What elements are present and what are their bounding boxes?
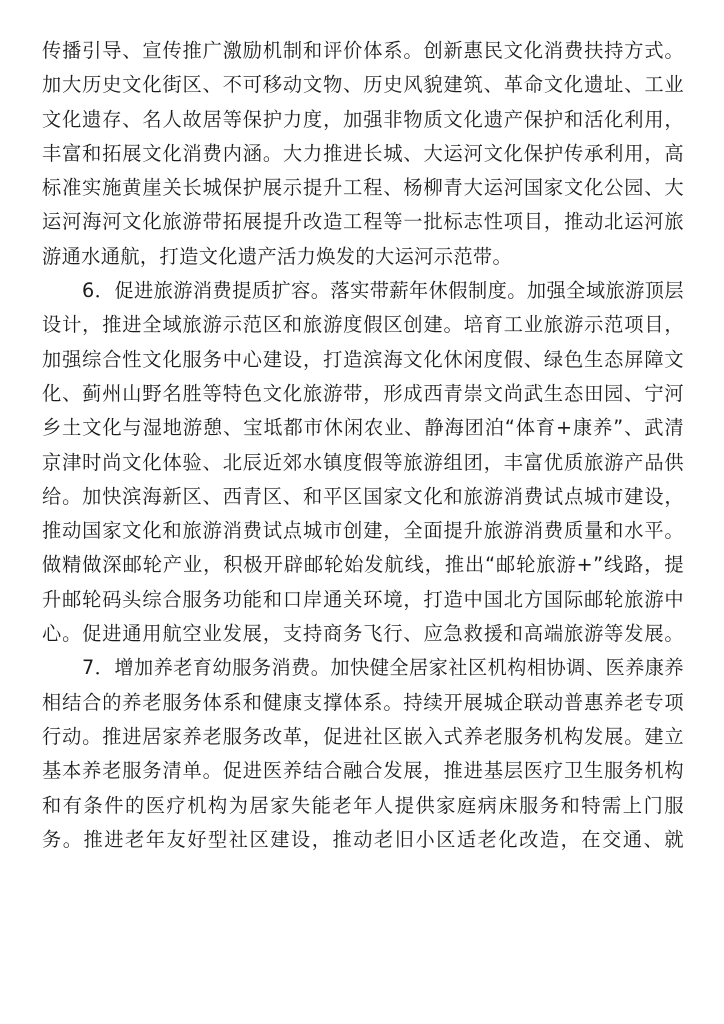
text-line: 基本养老服务清单。促进医养结合融合发展，推进基层医疗卫生服务机构 <box>42 759 684 783</box>
text-line: 做精做深邮轮产业，积极开辟邮轮始发航线，推出“邮轮旅游+”线路，提 <box>42 553 684 577</box>
text-line: 传播引导、宣传推广激励机制和评价体系。创新惠民文化消费扶持方式。 <box>42 39 684 62</box>
text-line: 设计，推进全域旅游示范区和旅游度假区创建。培育工业旅游示范项目， <box>42 313 684 337</box>
text-line: 给。加快滨海新区、西青区、和平区国家文化和旅游消费试点城市建设， <box>42 484 684 508</box>
text-line: 升邮轮码头综合服务功能和口岸通关环境，打造中国北方国际邮轮旅游中 <box>42 587 684 611</box>
text-line: 和有条件的医疗机构为居家失能老年人提供家庭病床服务和特需上门服 <box>42 793 684 817</box>
text-line: 京津时尚文化体验、北辰近郊水镇度假等旅游组团，丰富优质旅游产品供 <box>42 450 684 474</box>
text-line: 心。促进通用航空业发展，支持商务飞行、应急救援和高端旅游等发展。 <box>42 622 684 646</box>
paragraph-intro <box>42 34 684 274</box>
document-body <box>42 34 684 857</box>
text-line: 6．促进旅游消费提质扩容。落实带薪年休假制度。加强全域旅游顶层 <box>82 279 684 303</box>
text-line: 加大历史文化街区、不可移动文物、历史风貌建筑、革命文化遗址、工业 <box>42 73 684 97</box>
text-line: 游通水通航，打造文化遗产活力焕发的大运河示范带。 <box>42 244 513 268</box>
text-line: 运河海河文化旅游带拓展提升改造工程等一批标志性项目，推动北运河旅 <box>42 210 684 234</box>
text-line: 标准实施黄崖关长城保护展示提升工程、杨柳青大运河国家文化公园、大 <box>42 176 684 200</box>
text-line: 推动国家文化和旅游消费试点城市创建，全面提升旅游消费质量和水平。 <box>42 519 684 543</box>
text-line: 化、蓟州山野名胜等特色文化旅游带，形成西青崇文尚武生态田园、宁河 <box>42 381 684 405</box>
paragraph-6 <box>42 274 684 651</box>
paragraph-7 <box>42 651 684 857</box>
text-line: 文化遗存、名人故居等保护力度，加强非物质文化遗产保护和活化利用， <box>42 107 684 131</box>
text-line: 行动。推进居家养老服务改革，促进社区嵌入式养老服务机构发展。建立 <box>42 724 684 748</box>
text-line: 7．增加养老育幼服务消费。加快健全居家社区机构相协调、医养康养 <box>82 656 684 680</box>
text-line: 乡土文化与湿地游憩、宝坻都市休闲农业、静海团泊“体育+康养”、武清 <box>42 416 684 440</box>
text-line: 务。推进老年友好型社区建设，推动老旧小区适老化改造，在交通、就 <box>42 827 684 851</box>
text-line: 加强综合性文化服务中心建设，打造滨海文化休闲度假、绿色生态屏障文 <box>42 347 684 371</box>
text-line: 相结合的养老服务体系和健康支撑体系。持续开展城企联动普惠养老专项 <box>42 690 684 714</box>
text-line: 丰富和拓展文化消费内涵。大力推进长城、大运河文化保护传承利用，高 <box>42 141 684 165</box>
